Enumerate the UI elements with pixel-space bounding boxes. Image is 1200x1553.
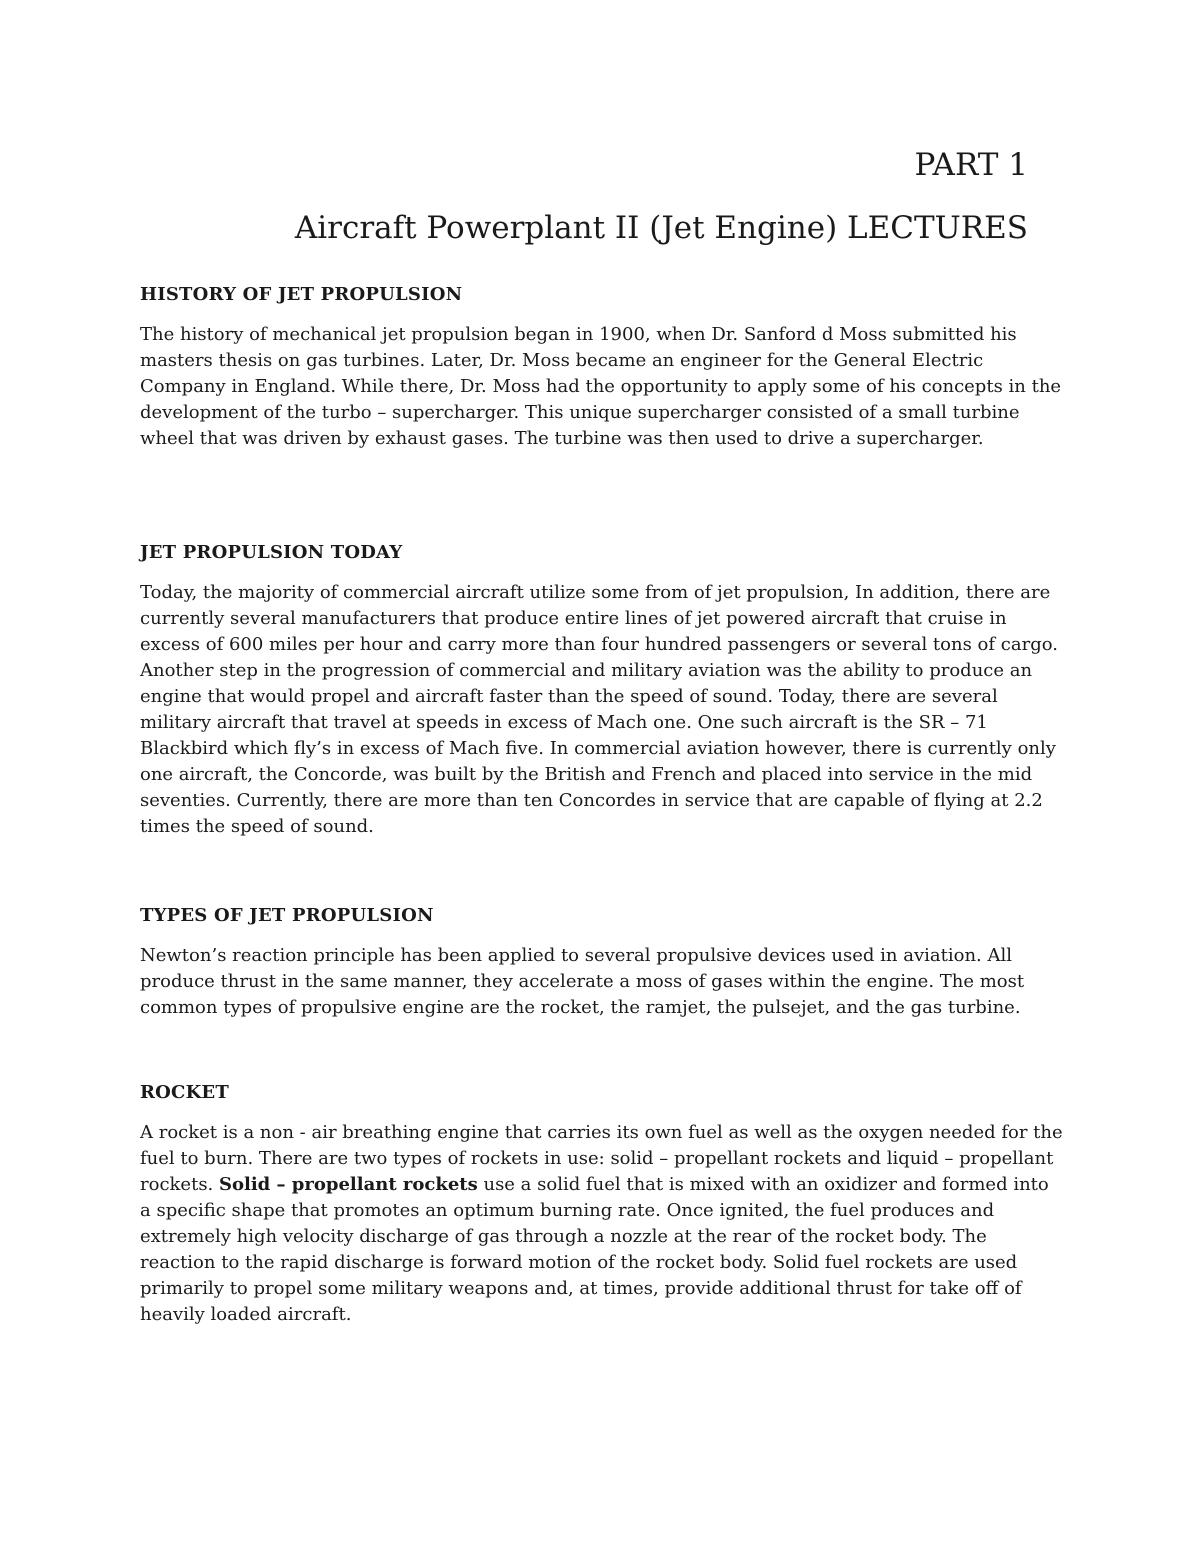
section-rocket bbox=[140, 1080, 1065, 1328]
bold-term: Solid – propellant rockets bbox=[219, 1174, 478, 1195]
section-heading: TYPES OF JET PROPULSION bbox=[140, 905, 434, 926]
body-text: use a solid fuel that is mixed with an oxidizer and formed into a specific shape that promotes an optimum burning rate. Once ignited, the fuel produces and extremely high velocity discharge of gas through a nozzle at the rear of the rocket body. The reaction to the rapid discharge is forward motion of the rocket body. Solid fuel rockets are used primarily to propel some military weapons and, at times, provide additional thrust for take off of heavily loaded aircraft. bbox=[140, 1174, 1049, 1325]
section-heading: HISTORY OF JET PROPULSION bbox=[140, 284, 463, 305]
section-body: Today, the majority of commercial aircraft utilize some from of jet propulsion, In addition, there are currently several manufacturers that produce entire lines of jet powered aircraft that cruise in excess of 600 miles per hour and carry more than four hundred passengers or several tons of cargo. Another step in the progression of commercial and military aviation was the ability to produce an engine that would propel and aircraft faster than the speed of sound. Today, there are several military aircraft that travel at speeds in excess of Mach one. One such aircraft is the SR – 71 Blackbird which fly’s in excess of Mach five. In commercial aviation however, there is currently only one aircraft, the Concorde, was built by the British and French and placed into service in the mid seventies. Currently, there are more than ten Concordes in service that are capable of flying at 2.2 times the speed of sound. bbox=[140, 582, 1058, 837]
section-body: Newton’s reaction principle has been applied to several propulsive devices used in aviation. All produce thrust in the same manner, they accelerate a moss of gases within the engine. The most common types of propulsive engine are the rocket, the ramjet, the pulsejet, and the gas turbine. bbox=[140, 945, 1025, 1018]
section-types bbox=[140, 903, 1065, 1021]
section-heading: JET PROPULSION TODAY bbox=[140, 542, 403, 563]
body-text: A rocket is a non - air breathing engine that carries its own fuel as well as the oxygen needed for the fuel to burn. There are two types of rockets in use: solid – propellant rockets and liquid – propellant rockets. bbox=[140, 1122, 1063, 1195]
section-body bbox=[140, 1120, 1065, 1328]
section-jet-propulsion-today bbox=[140, 540, 1065, 840]
section-body: The history of mechanical jet propulsion began in 1900, when Dr. Sanford d Moss submitted his masters thesis on gas turbines. Later, Dr. Moss became an engineer for the General Electric Company in England. While there, Dr. Moss had the opportunity to apply some of his concepts in the development of the turbo – supercharger. This unique supercharger consisted of a small turbine wheel that was driven by exhaust gases. The turbine was then used to drive a supercharger. bbox=[140, 324, 1062, 449]
document-title: Aircraft Powerplant II (Jet Engine) LECTURES bbox=[294, 210, 1028, 246]
part-number: PART 1 bbox=[914, 147, 1028, 183]
section-history bbox=[140, 282, 1065, 452]
section-heading: ROCKET bbox=[140, 1082, 229, 1103]
